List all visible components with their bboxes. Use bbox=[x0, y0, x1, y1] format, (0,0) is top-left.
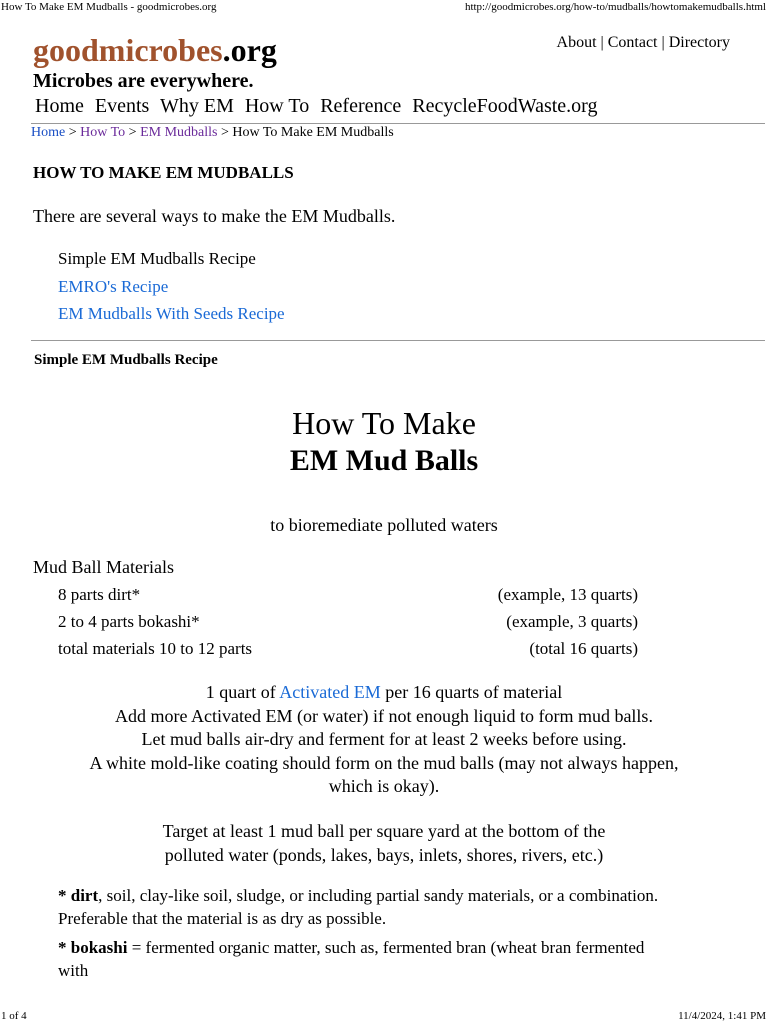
nav-events[interactable]: Events bbox=[94, 95, 150, 117]
logo-tld: .org bbox=[222, 32, 277, 68]
top-link-separator: | bbox=[657, 34, 669, 51]
recipe-title: Simple EM Mudballs Recipe bbox=[34, 352, 218, 368]
instruction-line bbox=[0, 681, 768, 705]
breadcrumb-current: How To Make EM Mudballs bbox=[232, 125, 394, 140]
toc-link-seeds[interactable]: EM Mudballs With Seeds Recipe bbox=[58, 304, 285, 323]
target-text bbox=[0, 820, 768, 867]
poster-title-line2: EM Mud Balls bbox=[289, 444, 479, 477]
main-nav bbox=[35, 94, 597, 118]
site-tagline: Microbes are everywhere. bbox=[33, 70, 254, 92]
nav-home[interactable]: Home bbox=[35, 95, 84, 117]
toc-item-simple: Simple EM Mudballs Recipe bbox=[58, 249, 256, 268]
instruction-line: which is okay). bbox=[328, 776, 440, 796]
instruction-line: Add more Activated EM (or water) if not enough liquid to form mud balls. bbox=[115, 705, 653, 726]
target-line: Target at least 1 mud ball per square yard at the bottom of the bbox=[162, 821, 606, 841]
print-footer-datetime: 11/4/2024, 1:41 PM bbox=[678, 1010, 766, 1022]
breadcrumb-home[interactable]: Home bbox=[31, 125, 66, 140]
note-bokashi bbox=[58, 936, 678, 982]
section-divider bbox=[31, 340, 765, 341]
logo-brand: goodmicrobes bbox=[33, 32, 223, 68]
intro-text: There are several ways to make the EM Mudballs. bbox=[33, 206, 396, 226]
poster-subtitle: to bioremediate polluted waters bbox=[270, 515, 498, 535]
instructions bbox=[0, 681, 768, 799]
note-bokashi-text: = fermented organic matter, such as, fermented bran (wheat bran fermented with bbox=[58, 938, 645, 980]
breadcrumb-separator: > bbox=[65, 125, 81, 140]
breadcrumb bbox=[31, 124, 394, 141]
note-bokashi-label: * bokashi bbox=[58, 938, 128, 957]
activated-em-link[interactable]: Activated EM bbox=[279, 682, 381, 702]
materials-heading: Mud Ball Materials bbox=[33, 557, 174, 577]
note-dirt-text: , soil, clay-like soil, sludge, or including partial sandy materials, or a combination. bbox=[98, 886, 659, 905]
breadcrumb-em-mudballs[interactable]: EM Mudballs bbox=[140, 125, 218, 140]
print-header-url: http://goodmicrobes.org/how-to/mudballs/howtomakemudballs.html bbox=[464, 1, 766, 13]
footnotes bbox=[58, 884, 678, 982]
material-example: (example, 13 quarts) bbox=[497, 585, 638, 604]
about-link[interactable]: About bbox=[556, 34, 597, 51]
note-dirt bbox=[58, 884, 678, 907]
contact-link[interactable]: Contact bbox=[607, 34, 658, 51]
materials-row bbox=[58, 638, 638, 665]
material-example: (total 16 quarts) bbox=[529, 639, 638, 658]
recipe-toc bbox=[58, 245, 285, 328]
material-item: total materials 10 to 12 parts bbox=[58, 639, 253, 658]
poster-title-line1: How To Make bbox=[292, 405, 476, 441]
breadcrumb-separator: > bbox=[125, 125, 141, 140]
instruction-text: 1 quart of bbox=[205, 682, 280, 702]
section-title: HOW TO MAKE EM MUDBALLS bbox=[33, 163, 294, 182]
instruction-text: per 16 quarts of material bbox=[380, 682, 563, 702]
nav-recyclefoodwaste[interactable]: RecycleFoodWaste.org bbox=[412, 95, 598, 117]
breadcrumb-how-to[interactable]: How To bbox=[80, 125, 126, 140]
print-footer-page: 1 of 4 bbox=[1, 1010, 27, 1022]
instruction-line: A white mold-like coating should form on the mud balls (may not always happen, bbox=[89, 752, 679, 773]
nav-reference[interactable]: Reference bbox=[320, 95, 402, 117]
site-logo[interactable] bbox=[33, 30, 277, 70]
note-dirt-dry: Preferable that the material is as dry as possible. bbox=[58, 909, 387, 928]
breadcrumb-separator: > bbox=[217, 125, 233, 140]
target-line: polluted water (ponds, lakes, bays, inlets, shores, rivers, etc.) bbox=[164, 844, 604, 865]
materials-table bbox=[58, 584, 638, 665]
toc-link-emro[interactable]: EMRO's Recipe bbox=[58, 276, 169, 296]
note-dirt-label: * dirt bbox=[58, 886, 99, 905]
top-links bbox=[557, 33, 730, 53]
material-item: 8 parts dirt* bbox=[58, 585, 141, 604]
instruction-line: Let mud balls air-dry and ferment for at least 2 weeks before using. bbox=[141, 729, 627, 749]
print-header-title: How To Make EM Mudballs - goodmicrobes.org bbox=[1, 1, 217, 13]
nav-how-to[interactable]: How To bbox=[244, 95, 310, 117]
directory-link[interactable]: Directory bbox=[668, 34, 730, 51]
nav-why-em[interactable]: Why EM bbox=[159, 95, 234, 117]
materials-row bbox=[58, 611, 638, 638]
material-example: (example, 3 quarts) bbox=[506, 612, 638, 631]
materials-row bbox=[58, 584, 638, 611]
material-item: 2 to 4 parts bokashi* bbox=[58, 612, 200, 631]
top-link-separator: | bbox=[596, 34, 608, 51]
